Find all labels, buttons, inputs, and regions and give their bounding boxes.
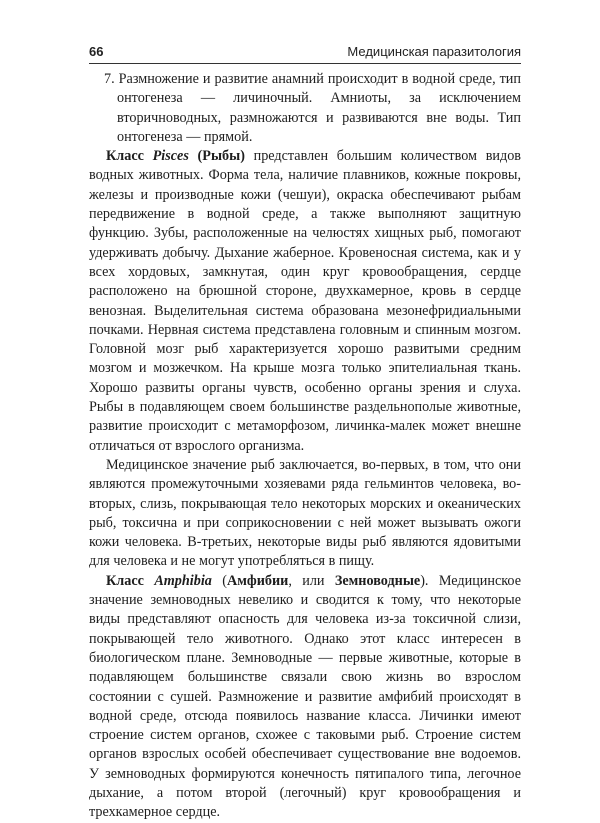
page-header (89, 41, 521, 61)
latin-name-pisces: Pisces (152, 148, 189, 165)
class-lead: Класс (106, 572, 155, 589)
common-name-pisces: (Рыбы) (188, 148, 245, 165)
paragraph-amphibia (89, 572, 521, 823)
latin-name-amphibia: Amphibia (154, 572, 212, 589)
paren-open: ( (211, 572, 227, 589)
class-lead: Класс (106, 148, 153, 165)
paragraph-pisces (89, 147, 521, 456)
conjunction: , или (288, 572, 335, 589)
paragraph-medical-significance: Медицинское значение рыб заключается, во-первых, в том, что они являются промежуточными хозяевами ряда гельминтов человека, во-вторых, слизь, покрывающая тело некоторых морских и океанических рыб, токсична и при соприкосновении с ней может вызывать ожоги кожи человека. В-третьих, некоторые виды рыб являются ядовитыми для человека и не могут употребляться в пищу. (89, 456, 521, 570)
paragraph-text: представлен большим количеством видов водных животных. Форма тела, наличие плавников, кожные покровы, железы и производные кожи (чешуи), окраска обеспечивают рыбам передвижение в водной среде, а также выполняют защитную функцию. Зубы, расположенные на челюстях хищных рыб, помогают удерживать добычу. Дыхание жаберное. Кровеносная система, как и у всех хордовых, замкнутая, один круг кровообращения, сердце расположено на брюшной стороне, двухкамерное, кровь в сердце венозная. Выделительная система образована мезонефридиальными почками. Нервная система представлена головным и спинным мозгом. Головной мозг рыб характеризуется хорошо развитыми средним мозгом и мозжечком. На крыше мозга только эпителиальная ткань. Хорошо развиты органы чувств, особенно органы зрения и слуха. Рыбы в подавляющем своем большинстве раздельнополые животные, развитие происходит с метаморфозом, личинка-малек может внешне отличаться от взрослого организма. (89, 148, 522, 454)
header-rule (89, 63, 521, 64)
list-item-7: 7. Размножение и развитие анамний происходит в водной среде, тип онтогенеза — личиночный. Амниоты, за исключением вторичноводных, размножаются и развиваются вне воды. Тип онтогенеза — прямой. (104, 71, 521, 145)
page-body (89, 70, 521, 823)
common-name-amphibia: Амфибии (226, 572, 289, 589)
common-name-zemnovodnye: Земноводные (334, 572, 421, 589)
running-title: Медицинская паразитология (347, 44, 521, 59)
page-number: 66 (89, 44, 104, 59)
paragraph-text: ). Медицинское значение земноводных невелико и сводится к тому, что некоторые виды представляют опасность для человека из-за токсичной слизи, покрывающей тело животного. Однако этот класс интересен в биологическом плане. Земноводные — первые животные, которые в подавляющем большинстве связали свою жизнь во взрослом состоянии с сушей. Размножение и развитие амфибий происходят в водной среде, отсюда появилось название класса. Личинки имеют строение систем органов, схожее с таковыми рыб. Строение систем органов взрослых особей обеспечивает существование вне водоемов. У земноводных формируются конечность пятипалого типа, легочное дыхание, а потом второй (легочный) круг кровообращения и трехкамерное сердце. (89, 572, 521, 821)
